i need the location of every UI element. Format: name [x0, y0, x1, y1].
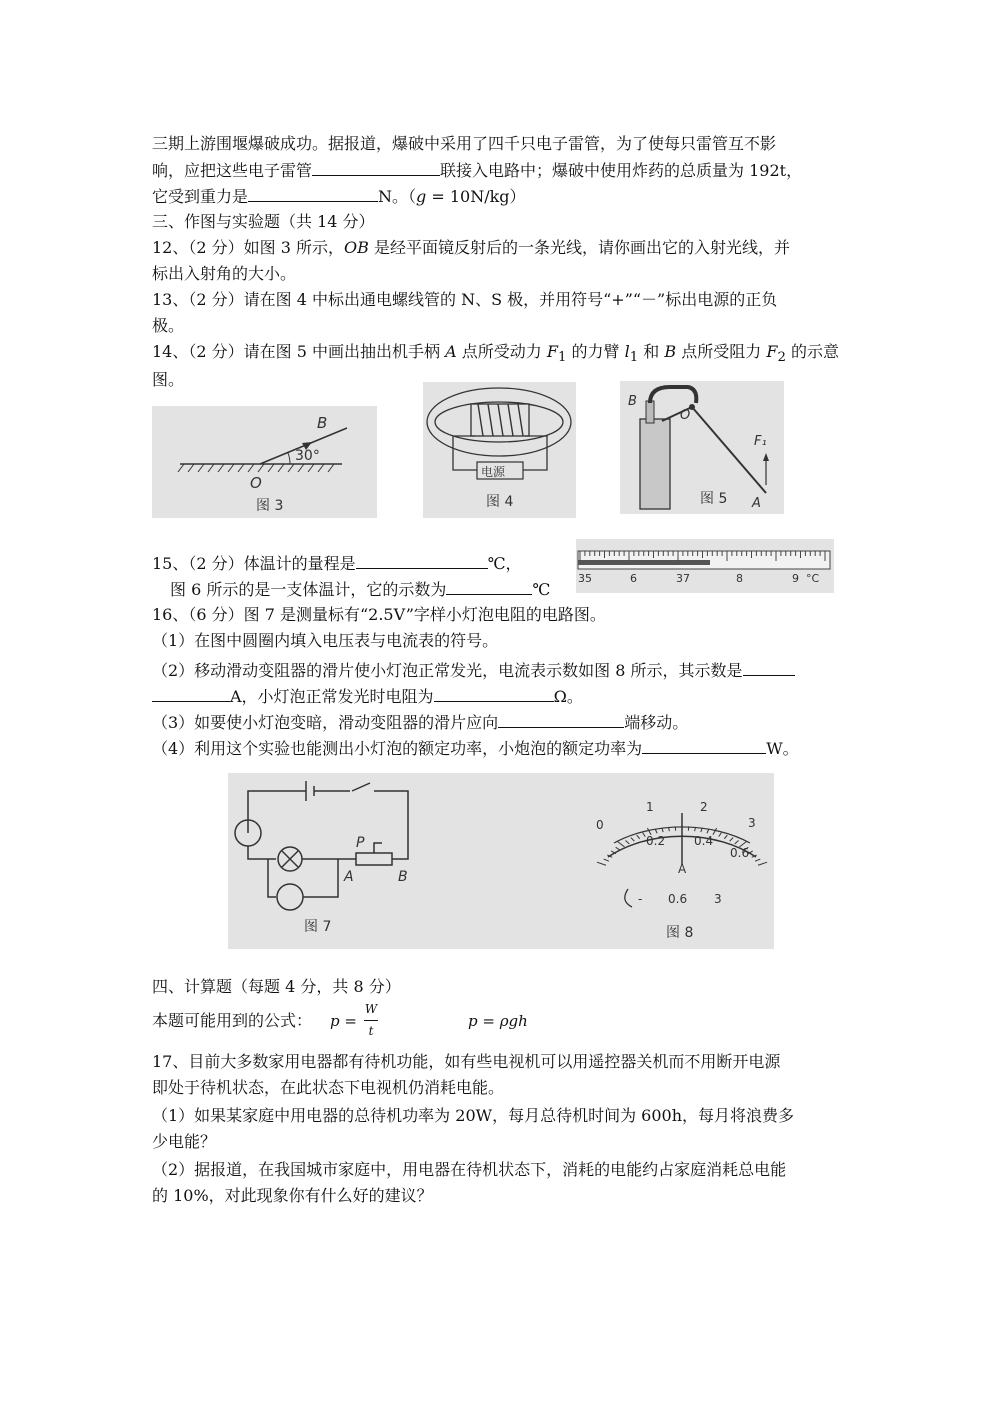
- q14-l1-sub: 1: [629, 350, 639, 366]
- answer-blank-current-a[interactable]: [743, 659, 795, 676]
- thermometer-tick-9: 9: [792, 572, 799, 585]
- q15-text-a: 15、（2 分）体温计的量程是: [152, 554, 356, 573]
- ammeter-tick-mark: [758, 862, 767, 865]
- q17-part2-line2: 的 10%，对此现象你有什么好的建议？: [152, 1186, 433, 1205]
- q12-text-a: 12、（2 分）如图 3 所示，: [152, 238, 344, 257]
- q16-line1: 16、（6 分）图 7 是测量标有“2.5V”字样小灯泡电阻的电路图。: [152, 605, 606, 624]
- formula-pressure: p = ρgh: [468, 1012, 528, 1030]
- mercury-column: [578, 560, 710, 565]
- q17-part2-line1: （2）据报道，在我国城市家庭中，用电器在待机状态下，消耗的电能约占家庭消耗总电能: [152, 1160, 787, 1179]
- thermometer-tick-6: 6: [630, 572, 637, 585]
- q14-point-a: A: [445, 342, 457, 361]
- q17-part1-line1: （1）如果某家庭中用电器的总待机功率为 20W，每月总待机时间为 600h，每月将浪费多: [152, 1106, 795, 1125]
- q14-f2-sub: 2: [777, 350, 786, 366]
- q17-line1: 17、目前大多数家用电器都有待机功能，如有些电视机可以用遥控器关机而不用断开电源: [152, 1052, 781, 1071]
- figure-7-label-p: P: [356, 835, 365, 851]
- answer-blank-current-b[interactable]: [152, 685, 230, 702]
- q17-part1-line2: 少电能？: [152, 1132, 217, 1151]
- q15-line2: [170, 578, 550, 601]
- ammeter-tick-mark: [616, 847, 620, 850]
- q13-line2: 极。: [152, 316, 185, 335]
- ammeter-tick-mark: [719, 833, 722, 837]
- q16-part4: [152, 737, 799, 760]
- figure-6-thermometer: [576, 539, 834, 593]
- figure-4-source-label: 电源: [481, 465, 506, 479]
- ammeter-top-scale-3: 3: [748, 816, 756, 830]
- thermometer-tick-37: 37: [676, 572, 690, 585]
- ammeter-tick-mark: [626, 841, 630, 844]
- answer-blank-range[interactable]: [356, 552, 488, 569]
- q17-line2: 即处于待机状态，在此状态下电视机仍消耗电能。: [152, 1078, 505, 1097]
- thermometer-tick-35: 35: [578, 572, 592, 585]
- ammeter-tick-mark: [631, 838, 634, 842]
- figure-3: [152, 406, 377, 518]
- q16-part4-text-a: （4）利用这个实验也能测出小灯泡的额定功率，小炮泡的额定功率为: [152, 739, 643, 758]
- section3-title: 三、作图与实验题（共 14 分）: [152, 212, 375, 231]
- q16-part4-text-b: W。: [766, 739, 799, 758]
- q16-part2-text-b: A，小灯泡正常发光时电阻为: [230, 687, 434, 706]
- figure-7-caption: 图 7: [304, 919, 332, 935]
- ammeter-top-scale-1: 1: [646, 800, 654, 814]
- answer-blank-gravity[interactable]: [248, 185, 378, 202]
- figure-5-drawing: [620, 381, 784, 514]
- q11-line3-text-b: N。（: [378, 187, 417, 206]
- figure-5-label-f: F₁: [754, 434, 767, 449]
- ammeter-bottom-scale-0.2: 0.2: [646, 834, 666, 848]
- thermometer-tick-8: 8: [736, 572, 743, 585]
- q11-line3: [152, 185, 526, 208]
- figure-4-caption: 图 4: [486, 494, 514, 510]
- q14-f2-symbol: F: [766, 342, 778, 361]
- ammeter-terminal-0.6: 0.6: [668, 892, 688, 906]
- rheostat-icon: [356, 853, 392, 865]
- q14-text-c: 点所受动力: [456, 342, 547, 361]
- ammeter-tick-mark: [618, 842, 625, 847]
- ammeter-bottom-scale-0.6: 0.6: [730, 846, 750, 860]
- figure-3-drawing: [152, 406, 377, 518]
- q11-g-symbol: g: [416, 187, 427, 206]
- q14-text-k: 点所受阻力: [676, 342, 767, 361]
- q11-line3-text-d: = 10N/kg）: [426, 187, 526, 206]
- figure-5-label-b: B: [628, 394, 637, 409]
- figure-5: [620, 381, 784, 514]
- q11-line1: 三期上游围堰爆破成功。据报道，爆破中采用了四千只电子雷管，为了使每只雷管互不影: [152, 134, 777, 153]
- q12-text-c: 是经平面镜反射后的一条光线，请你画出它的入射光线，并: [368, 238, 790, 257]
- figure-4-drawing: [423, 382, 576, 518]
- q14-text-a: 14、（2 分）请在图 5 中画出抽出机手柄: [152, 342, 446, 361]
- q16-part2-line2: [152, 685, 583, 708]
- ammeter-terminal-minus: -: [638, 892, 643, 906]
- figure-8-ammeter: [596, 800, 767, 941]
- q16-part1: （1）在图中圆圈内填入电压表与电流表的符号。: [152, 631, 499, 650]
- q14-line2: 图。: [152, 370, 185, 389]
- q15-text-d: ℃: [532, 580, 551, 599]
- q12-line1: [152, 237, 790, 259]
- formula-power-lhs: p =: [330, 1012, 357, 1030]
- answer-blank-resistance[interactable]: [434, 685, 554, 702]
- q11-line2-text-b: 联接入电路中；爆破中使用炸药的总质量为 192t，: [440, 161, 803, 180]
- force-arrow-icon: [763, 453, 769, 461]
- figure-3-label-o: O: [250, 474, 262, 492]
- q13-line1: 13、（2 分）请在图 4 中标出通电螺线管的 N、S 极，并用符号“+”“－”标出电源的正负: [152, 290, 778, 309]
- q16-part3-text-a: （3）如要使小灯泡变暗，滑动变阻器的滑片应向: [152, 713, 499, 732]
- ammeter-top-scale-0: 0: [596, 818, 604, 832]
- q15-text-c: 图 6 所示的是一支体温计，它的示数为: [170, 580, 447, 599]
- figure-7-label-b: B: [398, 869, 408, 885]
- figure-3-angle: 30°: [295, 448, 320, 464]
- formulas-intro: 本题可能用到的公式：: [152, 1011, 313, 1030]
- ammeter-tick-mark: [713, 828, 717, 835]
- figure-3-label-b: B: [317, 414, 328, 432]
- q11-line2-text-a: 响，应把这些电子雷管: [152, 161, 313, 180]
- ammeter-tick-mark: [724, 835, 727, 839]
- ammeter-terminal-3: 3: [714, 892, 722, 906]
- q14-line1: [152, 341, 839, 369]
- ammeter-unit: A: [678, 862, 687, 876]
- q15-text-b: ℃，: [487, 554, 522, 573]
- q16-part3-text-b: 端移动。: [624, 713, 689, 732]
- q11-line3-text-a: 它受到重力是: [152, 187, 249, 206]
- figure-7-circuit: [228, 773, 774, 949]
- q15-line1: [152, 552, 522, 575]
- ammeter-tick-mark: [643, 833, 646, 837]
- q16-part3: [152, 711, 688, 734]
- ammeter-tick-mark: [707, 829, 709, 833]
- ammeter-tick-mark: [637, 835, 640, 839]
- figure-6-drawing: [576, 539, 834, 593]
- formula-fraction-bar: [364, 1020, 378, 1021]
- q14-l1-symbol: l: [624, 342, 630, 361]
- answer-blank-connection[interactable]: [312, 159, 440, 176]
- ammeter-tick-mark: [655, 829, 657, 833]
- answer-blank-direction[interactable]: [498, 711, 624, 728]
- q16-part2-text-c: Ω。: [553, 687, 583, 706]
- figure-5-label-o: O: [680, 408, 691, 423]
- ammeter-tick-mark: [755, 859, 760, 861]
- figure-8-caption: 图 8: [666, 925, 694, 941]
- q14-text-i: 和: [638, 342, 665, 361]
- figure-3-caption: 图 3: [256, 498, 284, 514]
- figure-4: [423, 382, 576, 518]
- q14-f1-symbol: F: [546, 342, 558, 361]
- ammeter-tick-mark: [597, 862, 606, 865]
- ammeter-top-scale-2: 2: [700, 800, 708, 814]
- q11-line2: [152, 159, 802, 182]
- ammeter-tick-mark: [735, 841, 739, 844]
- ammeter-tick-mark: [730, 838, 733, 842]
- formula-power-denominator: t: [368, 1024, 374, 1038]
- q12-line2: 标出入射角的大小。: [152, 264, 297, 283]
- q12-ob-symbol: OB: [343, 238, 369, 257]
- q14-text-f: 的力臂: [566, 342, 625, 361]
- thermometer-unit: °C: [806, 572, 820, 585]
- q14-text-n: 的示意: [785, 342, 840, 361]
- ammeter-bottom-scale-0.4: 0.4: [694, 834, 714, 848]
- answer-blank-power[interactable]: [642, 737, 766, 754]
- meter-circle-bottom: [277, 884, 303, 910]
- figure-5-caption: 图 5: [700, 491, 728, 507]
- formula-power-numerator: W: [364, 1002, 378, 1016]
- figure-7-label-a: A: [344, 869, 354, 885]
- section4-title: 四、计算题（每题 4 分，共 8 分）: [152, 977, 401, 996]
- q14-f1-sub: 1: [557, 350, 567, 366]
- ammeter-tick-mark: [604, 859, 609, 861]
- q16-part2-line1: [152, 659, 795, 682]
- answer-blank-reading[interactable]: [446, 578, 532, 595]
- figure-7-8: [228, 773, 774, 949]
- q16-part2-text-a: （2）移动滑动变阻器的滑片使小灯泡正常发光，电流表示数如图 8 所示，其示数是: [152, 661, 743, 680]
- q14-point-b: B: [664, 342, 677, 361]
- figure-5-label-a: A: [752, 496, 761, 511]
